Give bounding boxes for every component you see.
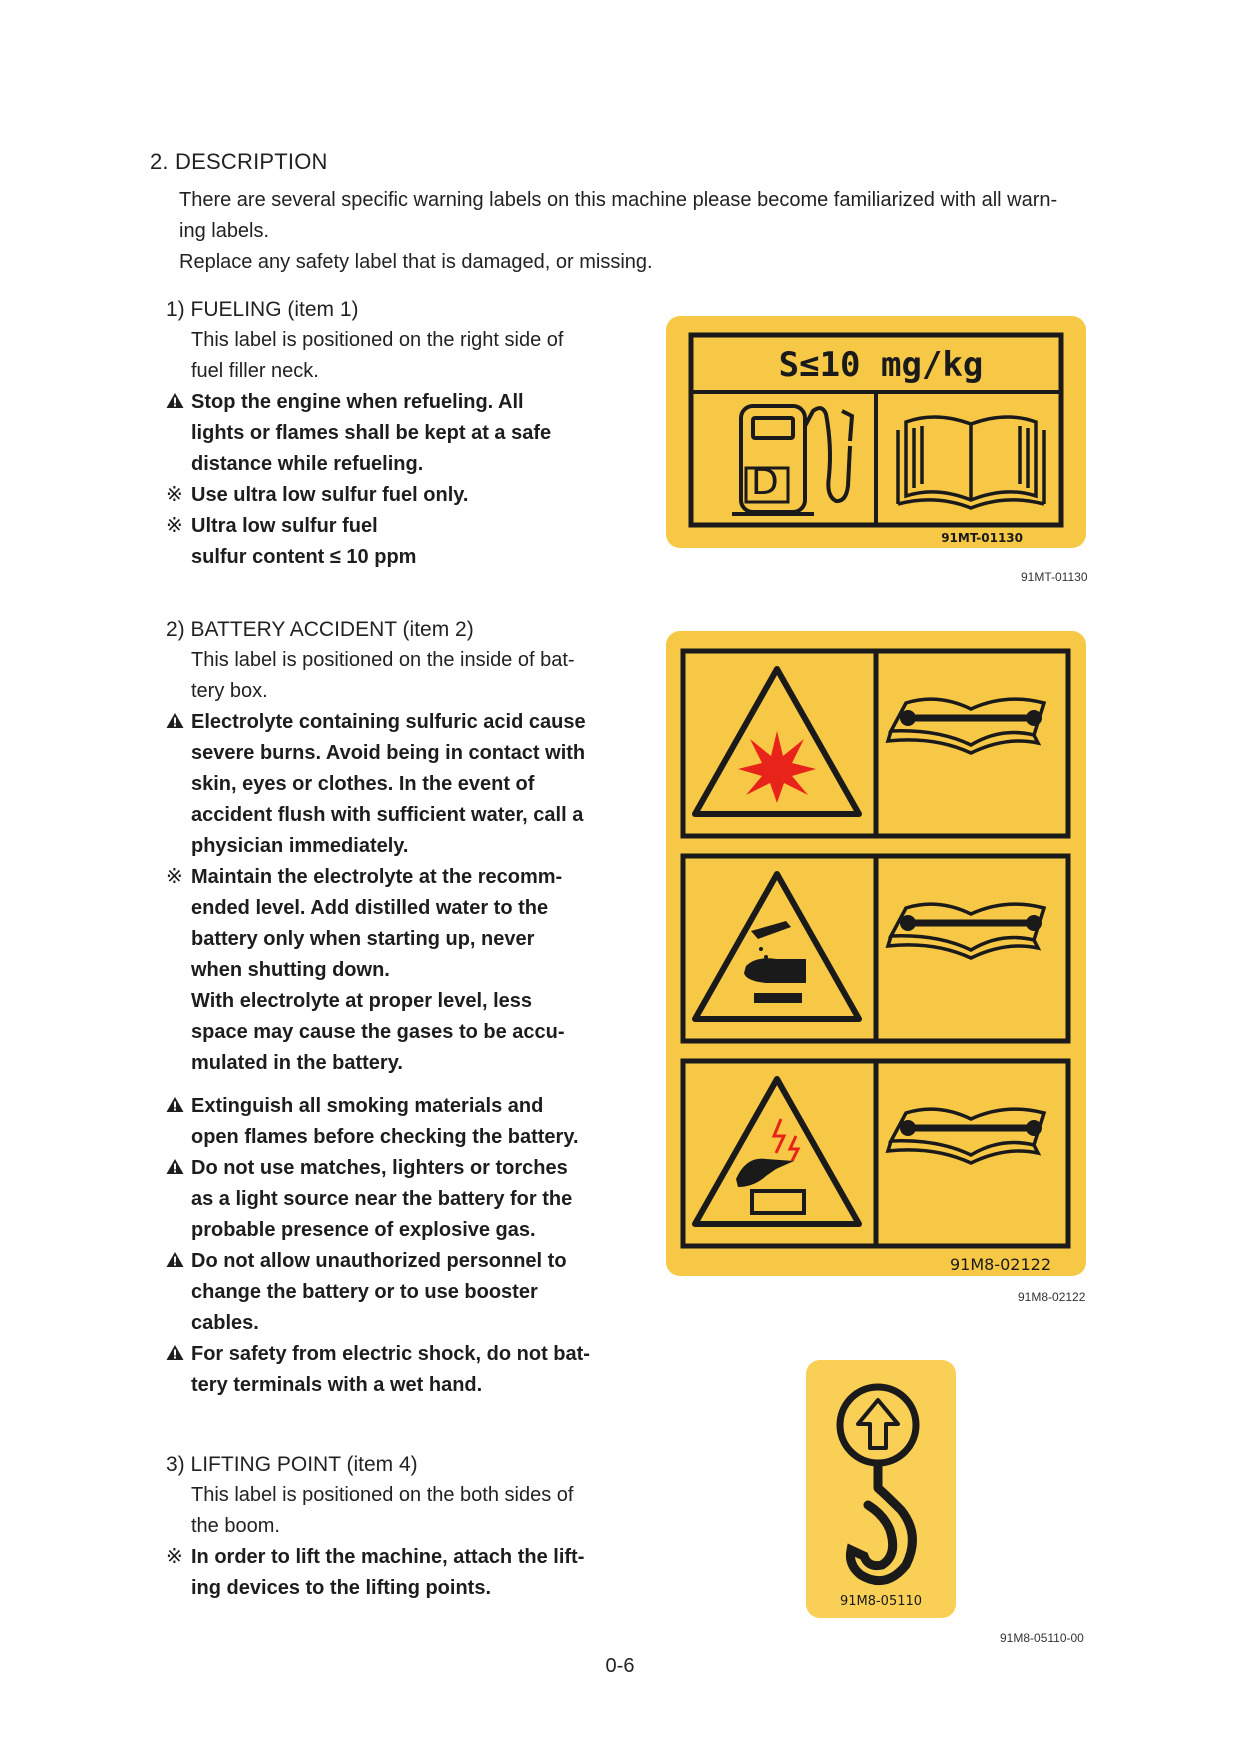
warning-triangle-icon <box>166 707 188 738</box>
label-inner-code: 91M8-02122 <box>949 1255 1051 1274</box>
bullet-line: Use ultra low sulfur fuel only. <box>191 484 469 506</box>
bullet-line: ing devices to the lifting points. <box>191 1577 492 1599</box>
bullet-line: Maintain the electrolyte at the recomm- <box>191 866 563 888</box>
reference-mark-icon: ※ <box>166 866 183 888</box>
warning-bullet <box>166 387 591 480</box>
item-name: FUELING <box>190 298 282 321</box>
warning-bullet <box>166 1339 591 1401</box>
label-caption: 91M8-05110-00 <box>1000 1631 1084 1645</box>
bullet-line: In order to lift the machine, attach the lift- <box>191 1546 585 1568</box>
item-description <box>166 645 591 707</box>
item-sub: (item 1) <box>281 298 359 321</box>
intro-text <box>179 185 1099 278</box>
warning-bullet <box>166 707 591 862</box>
desc-line: This label is positioned on the inside of bat- <box>191 649 575 671</box>
bullet-line: cables. <box>191 1312 259 1334</box>
item-name: LIFTING POINT <box>190 1453 341 1476</box>
bullet-line: For safety from electric shock, do not bat- <box>191 1343 590 1365</box>
bullet-line: space may cause the gases to be accu- <box>191 1021 565 1043</box>
bullet-line: Do not use matches, lighters or torches <box>191 1157 568 1179</box>
page-number: 0-6 <box>605 1655 635 1677</box>
warning-triangle-icon <box>166 1091 188 1122</box>
intro-line: ing labels. <box>179 220 270 242</box>
bullet-line: ended level. Add distilled water to the <box>191 897 549 919</box>
desc-line: the boom. <box>191 1515 280 1537</box>
desc-line: This label is positioned on the right side of <box>191 329 564 351</box>
svg-text:D: D <box>751 462 779 503</box>
label-header-text: S≤10 mg/kg <box>778 345 984 385</box>
warning-bullet <box>166 1246 591 1339</box>
desc-line: tery box. <box>191 680 268 702</box>
desc-line: This label is positioned on the both sides of <box>191 1484 574 1506</box>
item-sub: (item 2) <box>396 618 474 641</box>
bullet-line: severe burns. Avoid being in contact with <box>191 742 586 764</box>
bullet-line: physician immediately. <box>191 835 409 857</box>
intro-line: There are several specific warning labels on this machine please become familiarized with all warn- <box>179 189 1058 211</box>
label-caption: 91MT-01130 <box>1021 570 1088 584</box>
warning-triangle-icon <box>166 1246 188 1277</box>
bullet-line: change the battery or to use booster <box>191 1281 538 1303</box>
bullet-line: tery terminals with a wet hand. <box>191 1374 483 1396</box>
bullet-line: sulfur content ≤ 10 ppm <box>191 546 417 568</box>
bullet-line: Extinguish all smoking materials and <box>191 1095 544 1117</box>
item-heading <box>166 295 591 325</box>
reference-mark-icon: ※ <box>166 1546 183 1568</box>
bullet-line: mulated in the battery. <box>191 1052 403 1074</box>
intro-line: Replace any safety label that is damaged, or missing. <box>179 251 653 273</box>
reference-mark-icon: ※ <box>166 484 183 506</box>
bullet-line: skin, eyes or clothes. In the event of <box>191 773 535 795</box>
bullet-line: when shutting down. <box>191 959 390 981</box>
note-bullet <box>166 480 591 511</box>
fueling-label <box>666 316 1086 548</box>
item-number: 1) <box>166 298 185 321</box>
item-heading <box>166 1450 591 1480</box>
note-bullet <box>166 862 591 1079</box>
item-fueling <box>166 295 591 573</box>
bullet-line: accident flush with sufficient water, call a <box>191 804 584 826</box>
bullet-line: probable presence of explosive gas. <box>191 1219 536 1241</box>
bullet-line: Electrolyte containing sulfuric acid cause <box>191 711 586 733</box>
bullet-line: battery only when starting up, never <box>191 928 535 950</box>
label-caption: 91M8-02122 <box>1018 1290 1086 1304</box>
note-bullet <box>166 511 591 573</box>
item-description <box>166 1480 591 1542</box>
item-name: BATTERY ACCIDENT <box>190 618 397 641</box>
warning-triangle-icon <box>166 1339 188 1370</box>
lifting-label <box>806 1360 956 1618</box>
item-battery-accident <box>166 615 591 1401</box>
bullet-line: Ultra low sulfur fuel <box>191 515 378 537</box>
warning-triangle-icon <box>166 387 188 418</box>
item-sub: (item 4) <box>340 1453 418 1476</box>
warning-triangle-icon <box>166 1153 188 1184</box>
bullet-line: distance while refueling. <box>191 453 424 475</box>
bullet-line: open flames before checking the battery. <box>191 1126 579 1148</box>
label-inner-code: 91MT-01130 <box>941 531 1023 545</box>
item-number: 2) <box>166 618 185 641</box>
bullet-line: as a light source near the battery for the <box>191 1188 573 1210</box>
bullet-line: Do not allow unauthorized personnel to <box>191 1250 567 1272</box>
label-inner-code: 91M8-05110 <box>839 1594 923 1609</box>
bullet-line: With electrolyte at proper level, less <box>191 990 533 1012</box>
reference-mark-icon: ※ <box>166 515 183 537</box>
warning-bullet <box>166 1091 591 1153</box>
desc-line: fuel filler neck. <box>191 360 319 382</box>
item-lifting-point <box>166 1450 591 1604</box>
item-description <box>166 325 591 387</box>
section-title: 2. DESCRIPTION <box>150 149 328 174</box>
note-bullet <box>166 1542 591 1604</box>
item-heading <box>166 615 591 645</box>
bullet-line: lights or flames shall be kept at a safe <box>191 422 552 444</box>
warning-bullet <box>166 1153 591 1246</box>
item-number: 3) <box>166 1453 185 1476</box>
battery-label <box>666 631 1086 1276</box>
bullet-line: Stop the engine when refueling. All <box>191 391 524 413</box>
